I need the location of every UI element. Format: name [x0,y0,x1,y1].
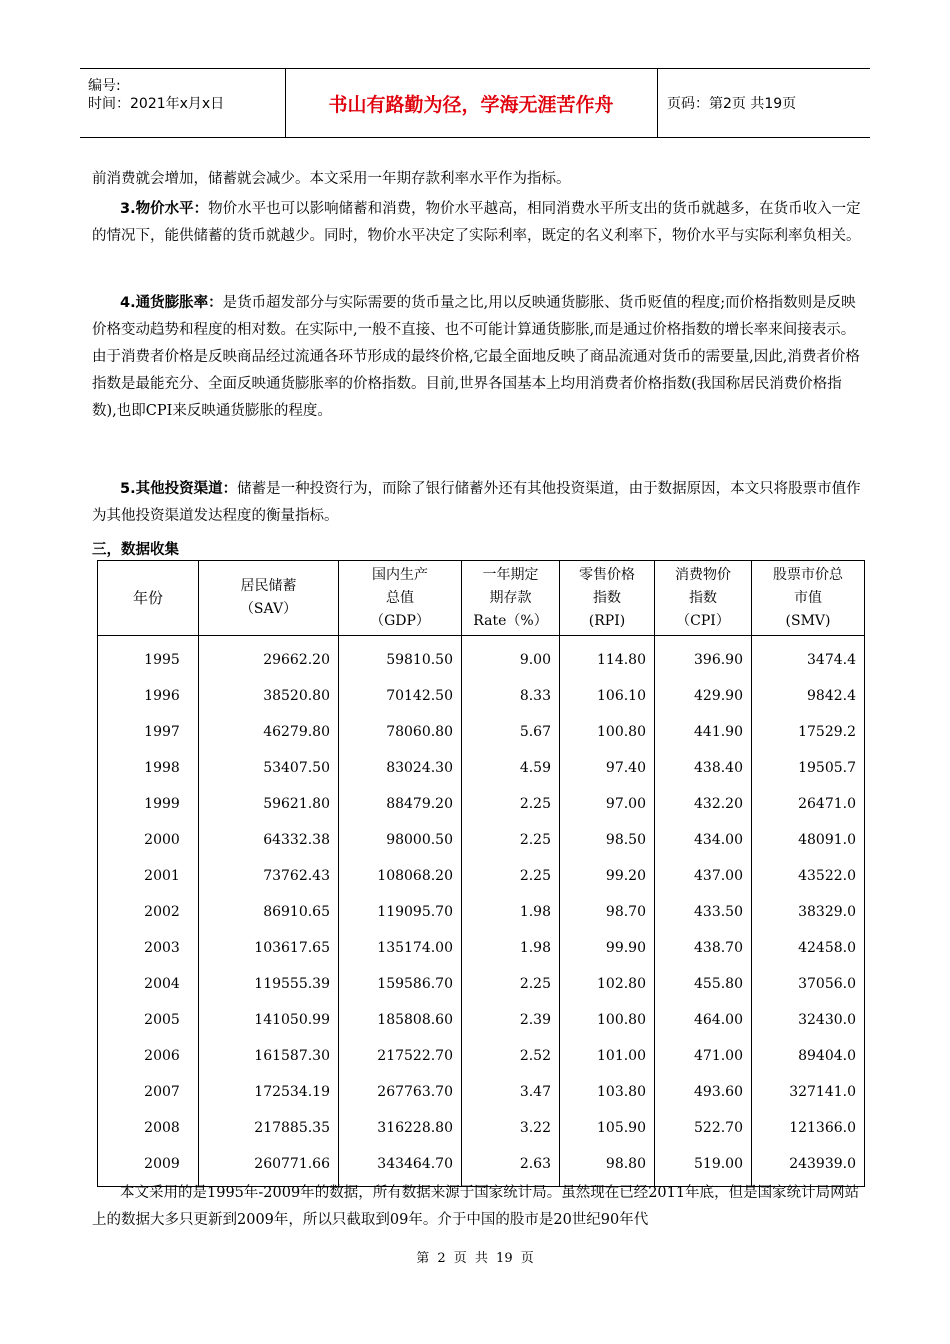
table-row [98,786,865,822]
value-cell: 100.80 [560,714,655,750]
value-cell: 37056.0 [752,966,865,1002]
table-row [98,1074,865,1110]
value-cell: 3.22 [462,1110,560,1146]
paragraph-text: 前消费就会增加，储蓄就会减少。本文采用一年期存款利率水平作为指标。 [92,171,571,187]
value-cell: 70142.50 [339,678,462,714]
page-header [80,68,870,138]
header-year: 年份 [98,561,199,636]
value-cell: 26471.0 [752,786,865,822]
value-cell: 493.60 [655,1074,752,1110]
value-cell: 17529.2 [752,714,865,750]
year-cell: 2003 [98,930,199,966]
year-cell: 2005 [98,1002,199,1038]
value-cell: 396.90 [655,636,752,679]
value-cell: 8.33 [462,678,560,714]
value-cell: 38520.80 [199,678,339,714]
table-row [98,1110,865,1146]
number-label: 编号: [88,78,121,94]
value-cell: 4.59 [462,750,560,786]
value-cell: 437.00 [655,858,752,894]
paragraph-other-channels [92,476,862,530]
value-cell: 89404.0 [752,1038,865,1074]
table-row [98,678,865,714]
year-cell: 2002 [98,894,199,930]
year-cell: 2006 [98,1038,199,1074]
value-cell: 114.80 [560,636,655,679]
table-body [98,636,865,1187]
paragraph-text: 储蓄是一种投资行为，而除了银行储蓄外还有其他投资渠道，由于数据原因，本文只将股票市值作为其他投资渠道发达程度的衡量指标。 [92,481,861,524]
paragraph-text: 物价水平也可以影响储蓄和消费，物价水平越高，相同消费水平所支出的货币就越多，在货币收入一定的情况下，能供储蓄的货币就越少。同时，物价水平决定了实际利率，既定的名义利率下，物价水平与实际利率负相关。 [92,201,861,244]
value-cell: 19505.7 [752,750,865,786]
year-cell: 1996 [98,678,199,714]
header-smv: 股票市价总 市值 (SMV) [752,561,865,636]
value-cell: 141050.99 [199,1002,339,1038]
table-row [98,1038,865,1074]
date-label: 时间：2021年x月x日 [88,96,225,112]
paragraph-lead: 4.通货膨胀率： [120,295,223,311]
page-footer: 第 2 页 共 19 页 [416,1251,534,1266]
year-cell: 2004 [98,966,199,1002]
value-cell: 519.00 [655,1146,752,1187]
value-cell: 86910.65 [199,894,339,930]
value-cell: 32430.0 [752,1002,865,1038]
table-row [98,750,865,786]
value-cell: 64332.38 [199,822,339,858]
header-gdp: 国内生产 总值 （GDP） [339,561,462,636]
closing-paragraph: 本文采用的是1995年-2009年的数据，所有数据来源于国家统计局。虽然现在已经2011年底，但是国家统计局网站上的数据大多只更新到2009年，所以只截取到09年。介于中国的股市是20世纪90年代 [92,1185,860,1228]
value-cell: 5.67 [462,714,560,750]
value-cell: 2.63 [462,1146,560,1187]
value-cell: 97.00 [560,786,655,822]
value-cell: 83024.30 [339,750,462,786]
header-meta [80,69,286,137]
value-cell: 101.00 [560,1038,655,1074]
value-cell: 59621.80 [199,786,339,822]
value-cell: 100.80 [560,1002,655,1038]
value-cell: 464.00 [655,1002,752,1038]
value-cell: 43522.0 [752,858,865,894]
value-cell: 433.50 [655,894,752,930]
table-row [98,930,865,966]
value-cell: 98.70 [560,894,655,930]
value-cell: 48091.0 [752,822,865,858]
data-table [97,560,865,1187]
value-cell: 343464.70 [339,1146,462,1187]
value-cell: 2.25 [462,966,560,1002]
value-cell: 441.90 [655,714,752,750]
value-cell: 2.25 [462,786,560,822]
year-cell: 2000 [98,822,199,858]
value-cell: 99.20 [560,858,655,894]
value-cell: 2.25 [462,858,560,894]
value-cell: 73762.43 [199,858,339,894]
value-cell: 438.70 [655,930,752,966]
year-cell: 2001 [98,858,199,894]
value-cell: 135174.00 [339,930,462,966]
paragraph-lead: 5.其他投资渠道： [120,481,238,497]
value-cell: 2.39 [462,1002,560,1038]
paragraph-text: 是货币超发部分与实际需要的货币量之比,用以反映通货膨胀、货币贬值的程度;而价格指数则是反映价格变动趋势和程度的相对数。在实际中,一般不直接、也不可能计算通货膨胀,而是通过价格指数的增长率来间接表示。由于消费者价格是反映商品经过流通各环节形成的最终价格,它最全面地反映了商品流通对货币的需要量,因此,消费者价格指数是最能充分、全面反映通货膨胀率的价格指数。目前,世界各国基本上均用消费者价格指数(我国称居民消费价格指数),也即CPI来反映通货膨胀的程度。 [92,295,860,419]
value-cell: 53407.50 [199,750,339,786]
value-cell: 119095.70 [339,894,462,930]
table-row [98,858,865,894]
paragraph-0 [92,166,862,193]
paragraph-lead: 3.物价水平： [120,201,209,217]
value-cell: 522.70 [655,1110,752,1146]
year-cell: 2007 [98,1074,199,1110]
header-page-info: 页码：第2页 共19页 [667,96,797,112]
value-cell: 98.50 [560,822,655,858]
table-row [98,822,865,858]
value-cell: 327141.0 [752,1074,865,1110]
year-cell: 1995 [98,636,199,679]
value-cell: 471.00 [655,1038,752,1074]
value-cell: 103.80 [560,1074,655,1110]
value-cell: 172534.19 [199,1074,339,1110]
value-cell: 78060.80 [339,714,462,750]
value-cell: 243939.0 [752,1146,865,1187]
year-cell: 1998 [98,750,199,786]
value-cell: 1.98 [462,894,560,930]
value-cell: 1.98 [462,930,560,966]
value-cell: 38329.0 [752,894,865,930]
value-cell: 98000.50 [339,822,462,858]
value-cell: 159586.70 [339,966,462,1002]
value-cell: 217885.35 [199,1110,339,1146]
value-cell: 105.90 [560,1110,655,1146]
value-cell: 98.80 [560,1146,655,1187]
value-cell: 99.90 [560,930,655,966]
year-cell: 2009 [98,1146,199,1187]
value-cell: 121366.0 [752,1110,865,1146]
value-cell: 438.40 [655,750,752,786]
table-row [98,636,865,679]
header-cpi: 消费物价 指数 （CPI） [655,561,752,636]
value-cell: 2.52 [462,1038,560,1074]
header-rate: 一年期定 期存款 Rate（%） [462,561,560,636]
table-header-row [98,561,865,636]
value-cell: 9.00 [462,636,560,679]
value-cell: 88479.20 [339,786,462,822]
value-cell: 429.90 [655,678,752,714]
value-cell: 59810.50 [339,636,462,679]
table-row [98,894,865,930]
table-row [98,714,865,750]
value-cell: 97.40 [560,750,655,786]
paragraph-price-level [92,196,862,250]
value-cell: 3474.4 [752,636,865,679]
header-rpi: 零售价格 指数 (RPI) [560,561,655,636]
value-cell: 29662.20 [199,636,339,679]
value-cell: 106.10 [560,678,655,714]
value-cell: 455.80 [655,966,752,1002]
value-cell: 185808.60 [339,1002,462,1038]
value-cell: 161587.30 [199,1038,339,1074]
table-row [98,1002,865,1038]
value-cell: 217522.70 [339,1038,462,1074]
value-cell: 9842.4 [752,678,865,714]
paragraph-inflation [92,290,862,425]
value-cell: 103617.65 [199,930,339,966]
value-cell: 3.47 [462,1074,560,1110]
value-cell: 432.20 [655,786,752,822]
value-cell: 102.80 [560,966,655,1002]
year-cell: 2008 [98,1110,199,1146]
value-cell: 2.25 [462,822,560,858]
value-cell: 119555.39 [199,966,339,1002]
header-motto: 书山有路勤为径，学海无涯苦作舟 [285,69,658,137]
value-cell: 42458.0 [752,930,865,966]
value-cell: 46279.80 [199,714,339,750]
section-title: 三，数据收集 [92,542,179,558]
value-cell: 260771.66 [199,1146,339,1187]
value-cell: 267763.70 [339,1074,462,1110]
value-cell: 108068.20 [339,858,462,894]
value-cell: 434.00 [655,822,752,858]
value-cell: 316228.80 [339,1110,462,1146]
table-row [98,966,865,1002]
year-cell: 1997 [98,714,199,750]
header-sav: 居民储蓄 （SAV） [199,561,339,636]
year-cell: 1999 [98,786,199,822]
